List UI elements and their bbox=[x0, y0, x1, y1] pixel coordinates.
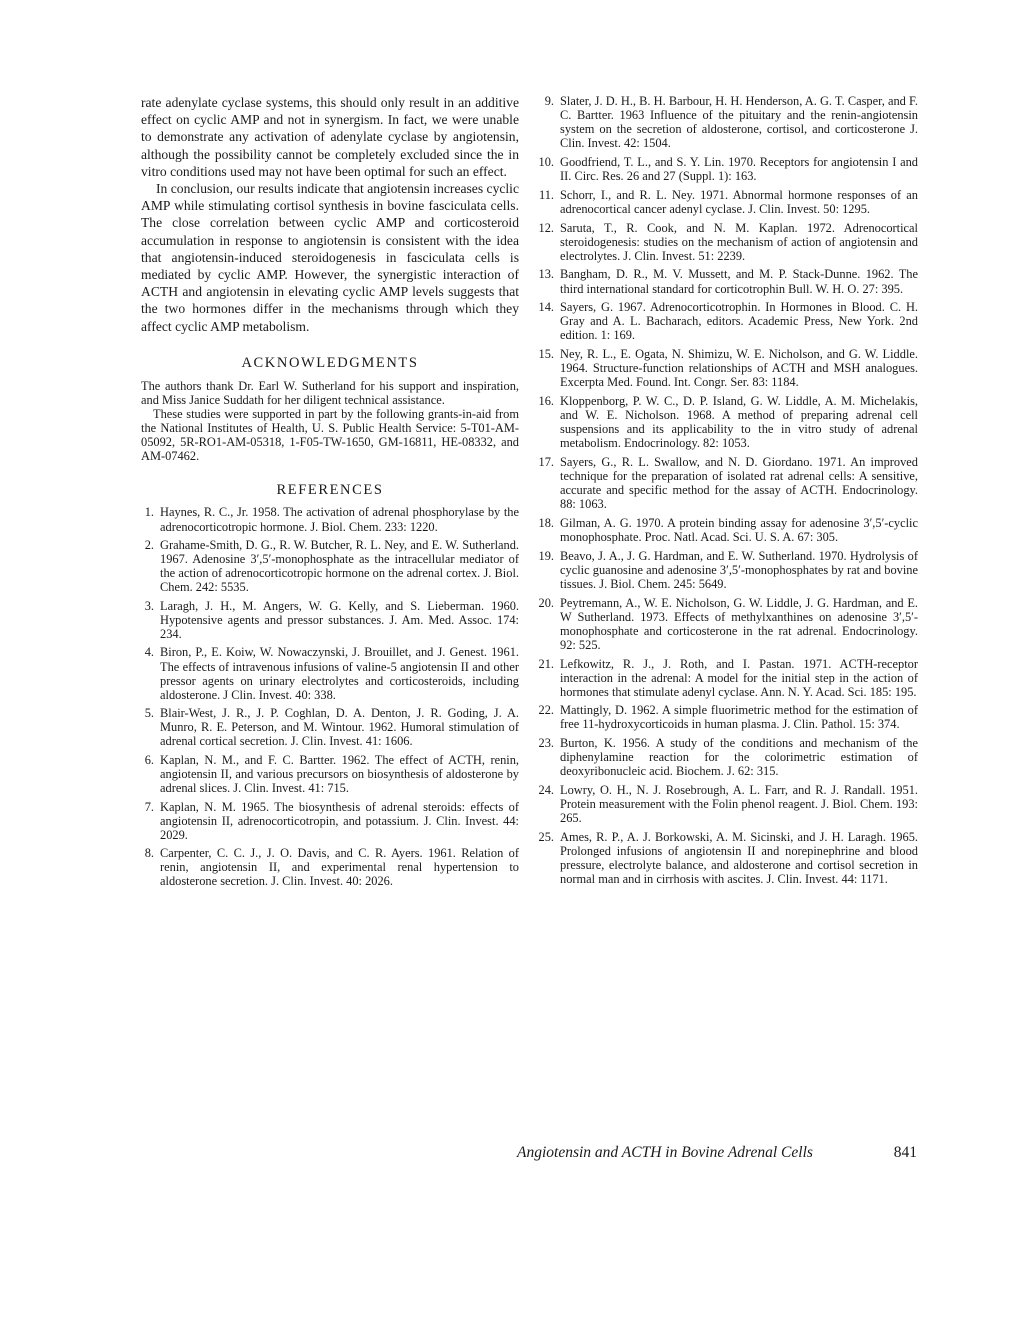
reference-item bbox=[537, 736, 918, 778]
reference-text: Burton, K. 1956. A study of the conditions and mechanism of the diphenylamine reaction for the colorimetric estimation of deoxyribonucleic acid. Biochem. J. 62: 315. bbox=[560, 736, 918, 779]
right-column bbox=[537, 94, 918, 891]
reference-number: 8. bbox=[144, 846, 154, 861]
reference-item bbox=[537, 703, 918, 731]
reference-item bbox=[537, 300, 918, 342]
reference-item bbox=[141, 800, 519, 842]
reference-item bbox=[537, 394, 918, 450]
reference-item bbox=[141, 846, 519, 888]
reference-item bbox=[537, 188, 918, 216]
reference-item bbox=[537, 596, 918, 652]
reference-text: Bangham, D. R., M. V. Mussett, and M. P. Stack-Dunne. 1962. The third international standard for corticotrophin Bull. W. H. O. 27: 395. bbox=[560, 267, 918, 296]
reference-number: 3. bbox=[144, 598, 154, 613]
body-paragraph: rate adenylate cyclase systems, this should only result in an additive effect on cyclic AMP and not in synergism. In fact, we were unable to demonstrate any activation of adenylate cyclase by angiotensin, although the possibility cannot be completely excluded since the in vitro conditions used may not have been optimal for such an effect. bbox=[141, 95, 519, 179]
reference-number: 18. bbox=[538, 515, 554, 530]
reference-item bbox=[537, 221, 918, 263]
reference-item bbox=[537, 455, 918, 511]
reference-number: 5. bbox=[144, 706, 154, 721]
reference-number: 6. bbox=[144, 752, 154, 767]
left-column bbox=[141, 94, 519, 893]
references-heading: REFERENCES bbox=[276, 482, 384, 499]
reference-number: 17. bbox=[538, 454, 554, 469]
reference-item bbox=[141, 753, 519, 795]
reference-item bbox=[537, 516, 918, 544]
reference-text: Carpenter, C. C. J., J. O. Davis, and C. R. Ayers. 1961. Relation of renin, angiotensin II, and experimental renal hypertension to aldosterone secretion. J. Clin. Invest. 40: 2026. bbox=[160, 846, 519, 889]
reference-number: 19. bbox=[538, 548, 554, 563]
reference-text: Haynes, R. C., Jr. 1958. The activation of adrenal phosphorylase by the adrenocorticotropic hormone. J. Biol. Chem. 233: 1220. bbox=[160, 505, 519, 534]
reference-text: Grahame-Smith, D. G., R. W. Butcher, R. L. Ney, and E. W. Sutherland. 1967. Adenosine 3′,5′-monophosphate as the intracellular mediator of the action of adrenocorticotropic hormone on the adrenal cortex. J. Biol. Chem. 242: 5535. bbox=[160, 537, 519, 595]
reference-number: 11. bbox=[538, 187, 554, 202]
reference-text: Kloppenborg, P. W. C., D. P. Island, G. W. Liddle, A. M. Michelakis, and W. E. Nicholson. 1968. A method of preparing adrenal cell suspensions and its applicability to the in vitro study of adrenal metabolism. Endocrinology. 82: 1053. bbox=[560, 393, 918, 451]
reference-item bbox=[537, 347, 918, 389]
reference-item bbox=[141, 706, 519, 748]
reference-number: 9. bbox=[544, 94, 554, 108]
reference-item bbox=[537, 94, 918, 150]
reference-item bbox=[141, 538, 519, 594]
reference-number: 25. bbox=[538, 829, 554, 844]
reference-number: 13. bbox=[538, 267, 554, 282]
acknowledgments-paragraph: The authors thank Dr. Earl W. Sutherland for his support and inspiration, and Miss Janice Suddath for her diligent technical assistance. bbox=[141, 378, 519, 407]
body-paragraph: In conclusion, our results indicate that angiotensin increases cyclic AMP while stimulating cortisol synthesis in bovine fasciculata cells. The close correlation between cyclic AMP and corticosteroid accumulation in response to angiotensin is consistent with the idea that angiotensin-induced steroidogenesis in fasciculata cells is mediated by cyclic AMP. However, the synergistic interaction of ACTH and angiotensin in elevating cyclic AMP levels suggests that the two hormones differ in the mechanisms through which they affect cyclic AMP metabolism. bbox=[141, 181, 519, 334]
reference-text: Ney, R. L., E. Ogata, N. Shimizu, W. E. Nicholson, and G. W. Liddle. 1964. Structure-function relationships of ACTH and MSH analogues. Excerpta Med. Found. Int. Congr. Ser. 83: 1184. bbox=[560, 347, 918, 390]
reference-text: Schorr, I., and R. L. Ney. 1971. Abnormal hormone responses of an adrenocortical cancer adenyl cyclase. J. Clin. Invest. 50: 1295. bbox=[560, 187, 918, 216]
reference-text: Slater, J. D. H., B. H. Barbour, H. H. Henderson, A. G. T. Casper, and F. C. Bartter. 1963 Influence of the pituitary and the renin-angiotensin system on the secretion of aldosterone, cortisol, and corticosterone J. Clin. Invest. 42: 1504. bbox=[560, 94, 918, 151]
reference-text: Saruta, T., R. Cook, and N. M. Kaplan. 1972. Adrenocortical steroidogenesis: studies on the mechanism of action of angiotensin and electrolytes. J. Clin. Invest. 51: 2239. bbox=[560, 220, 918, 263]
reference-number: 21. bbox=[538, 656, 554, 671]
reference-text: Beavo, J. A., J. G. Hardman, and E. W. Sutherland. 1970. Hydrolysis of cyclic guanosine and adenosine 3′,5′-monophosphates by rat and bovine tissues. J. Biol. Chem. 245: 5649. bbox=[560, 548, 918, 591]
acknowledgments-paragraph: These studies were supported in part by the following grants-in-aid from the National Institutes of Health, U. S. Public Health Service: 5-T01-AM-05092, 5R-RO1-AM-05318, 1-F05-TW-1650, GM-16811, HE-08332, and AM-07462. bbox=[141, 407, 519, 464]
reference-item bbox=[141, 645, 519, 701]
reference-item bbox=[537, 267, 918, 295]
reference-text: Lefkowitz, R. J., J. Roth, and I. Pastan. 1971. ACTH-receptor interaction in the adrenal: A model for the initial step in the action of hormones that stimulate adenyl cyclase. Ann. N. Y. Acad. Sci. 185: 195. bbox=[560, 656, 918, 699]
reference-number: 15. bbox=[538, 347, 554, 362]
reference-list bbox=[141, 505, 519, 888]
reference-number: 10. bbox=[538, 154, 554, 169]
reference-item bbox=[537, 657, 918, 699]
reference-item bbox=[141, 599, 519, 641]
reference-text: Kaplan, N. M., and F. C. Bartter. 1962. The effect of ACTH, renin, angiotensin II, and various precursors on biosynthesis of aldosterone by adrenal slices. J. Clin. Invest. 41: 715. bbox=[160, 752, 519, 796]
reference-number: 2. bbox=[144, 537, 154, 552]
acknowledgments-heading: ACKNOWLEDGMENTS bbox=[241, 354, 419, 371]
reference-text: Mattingly, D. 1962. A simple fluorimetric method for the estimation of free 11-hydroxycorticoids in human plasma. J. Clin. Pathol. 15: 374. bbox=[560, 703, 918, 732]
reference-number: 12. bbox=[538, 220, 554, 235]
reference-text: Biron, P., E. Koiw, W. Nowaczynski, J. Brouillet, and J. Genest. 1961. The effects of intravenous infusions of valine-5 angiotensin II and other pressor agents on urinary electrolytes and corticosteroids, including aldosterone. J Clin. Invest. 40: 338. bbox=[160, 645, 519, 702]
reference-item bbox=[141, 505, 519, 533]
reference-item bbox=[537, 549, 918, 591]
reference-text: Goodfriend, T. L., and S. Y. Lin. 1970. Receptors for angiotensin I and II. Circ. Res. 26 and 27 (Suppl. 1): 163. bbox=[560, 154, 918, 184]
reference-item bbox=[537, 155, 918, 183]
page-number: 841 bbox=[893, 1144, 917, 1161]
reference-text: Kaplan, N. M. 1965. The biosynthesis of adrenal steroids: effects of angiotensin II, adrenocorticotropin, and potassium. J. Clin. Invest. 44: 2029. bbox=[160, 799, 519, 842]
reference-text: Blair-West, J. R., J. P. Coghlan, D. A. Denton, J. R. Goding, J. A. Munro, R. E. Peterson, and M. Wintour. 1962. Humoral stimulation of adrenal cortical secretion. J. Clin. Invest. 41: 1606. bbox=[160, 706, 519, 749]
reference-text: Gilman, A. G. 1970. A protein binding assay for adenosine 3′,5′-cyclic monophosphate. Proc. Natl. Acad. Sci. U. S. A. 67: 305. bbox=[560, 515, 918, 544]
reference-text: Peytremann, A., W. E. Nicholson, G. W. Liddle, J. G. Hardman, and E. W Sutherland. 1973. Effects of methylxanthines on adenosine 3′,5′-monophosphate and corticosterone in the rat adrenal. Endocrinology. 92: 525. bbox=[560, 595, 918, 652]
reference-number: 20. bbox=[538, 595, 554, 610]
reference-number: 22. bbox=[538, 703, 554, 718]
reference-number: 7. bbox=[144, 799, 154, 814]
reference-text: Laragh, J. H., M. Angers, W. G. Kelly, and S. Lieberman. 1960. Hypotensive agents and pressor substances. J. Am. Med. Assoc. 174: 234. bbox=[160, 598, 519, 641]
reference-text: Ames, R. P., A. J. Borkowski, A. M. Sicinski, and J. H. Laragh. 1965. Prolonged infusions of angiotensin II and norepinephrine and blood pressure, electrolyte balance, and aldosterone and cortisol secretion in normal man and in cirrhosis with ascites. J. Clin. Invest. 44: 1171. bbox=[560, 829, 918, 887]
reference-number: 4. bbox=[144, 645, 154, 660]
reference-number: 24. bbox=[538, 783, 554, 798]
reference-list bbox=[537, 94, 918, 886]
reference-text: Sayers, G. 1967. Adrenocorticotrophin. In Hormones in Blood. C. H. Gray and A. L. Bacharach, editors. Academic Press, New York. 2nd edition. 1: 169. bbox=[560, 300, 918, 343]
reference-text: Lowry, O. H., N. J. Rosebrough, A. L. Farr, and R. J. Randall. 1951. Protein measurement with the Folin phenol reagent. J. Biol. Chem. 193: 265. bbox=[560, 783, 918, 826]
reference-number: 14. bbox=[538, 300, 554, 315]
running-title: Angiotensin and ACTH in Bovine Adrenal Cells bbox=[517, 1144, 813, 1161]
reference-number: 16. bbox=[538, 393, 554, 408]
reference-number: 23. bbox=[538, 736, 554, 751]
reference-item bbox=[537, 830, 918, 886]
reference-item bbox=[537, 783, 918, 825]
reference-text: Sayers, G., R. L. Swallow, and N. D. Giordano. 1971. An improved technique for the preparation of isolated rat adrenal cells: A sensitive, accurate and specific method for the assay of ACTH. Endocrinology. 88: 1063. bbox=[560, 454, 918, 512]
page-footer bbox=[517, 1144, 917, 1166]
reference-number: 1. bbox=[144, 505, 154, 520]
